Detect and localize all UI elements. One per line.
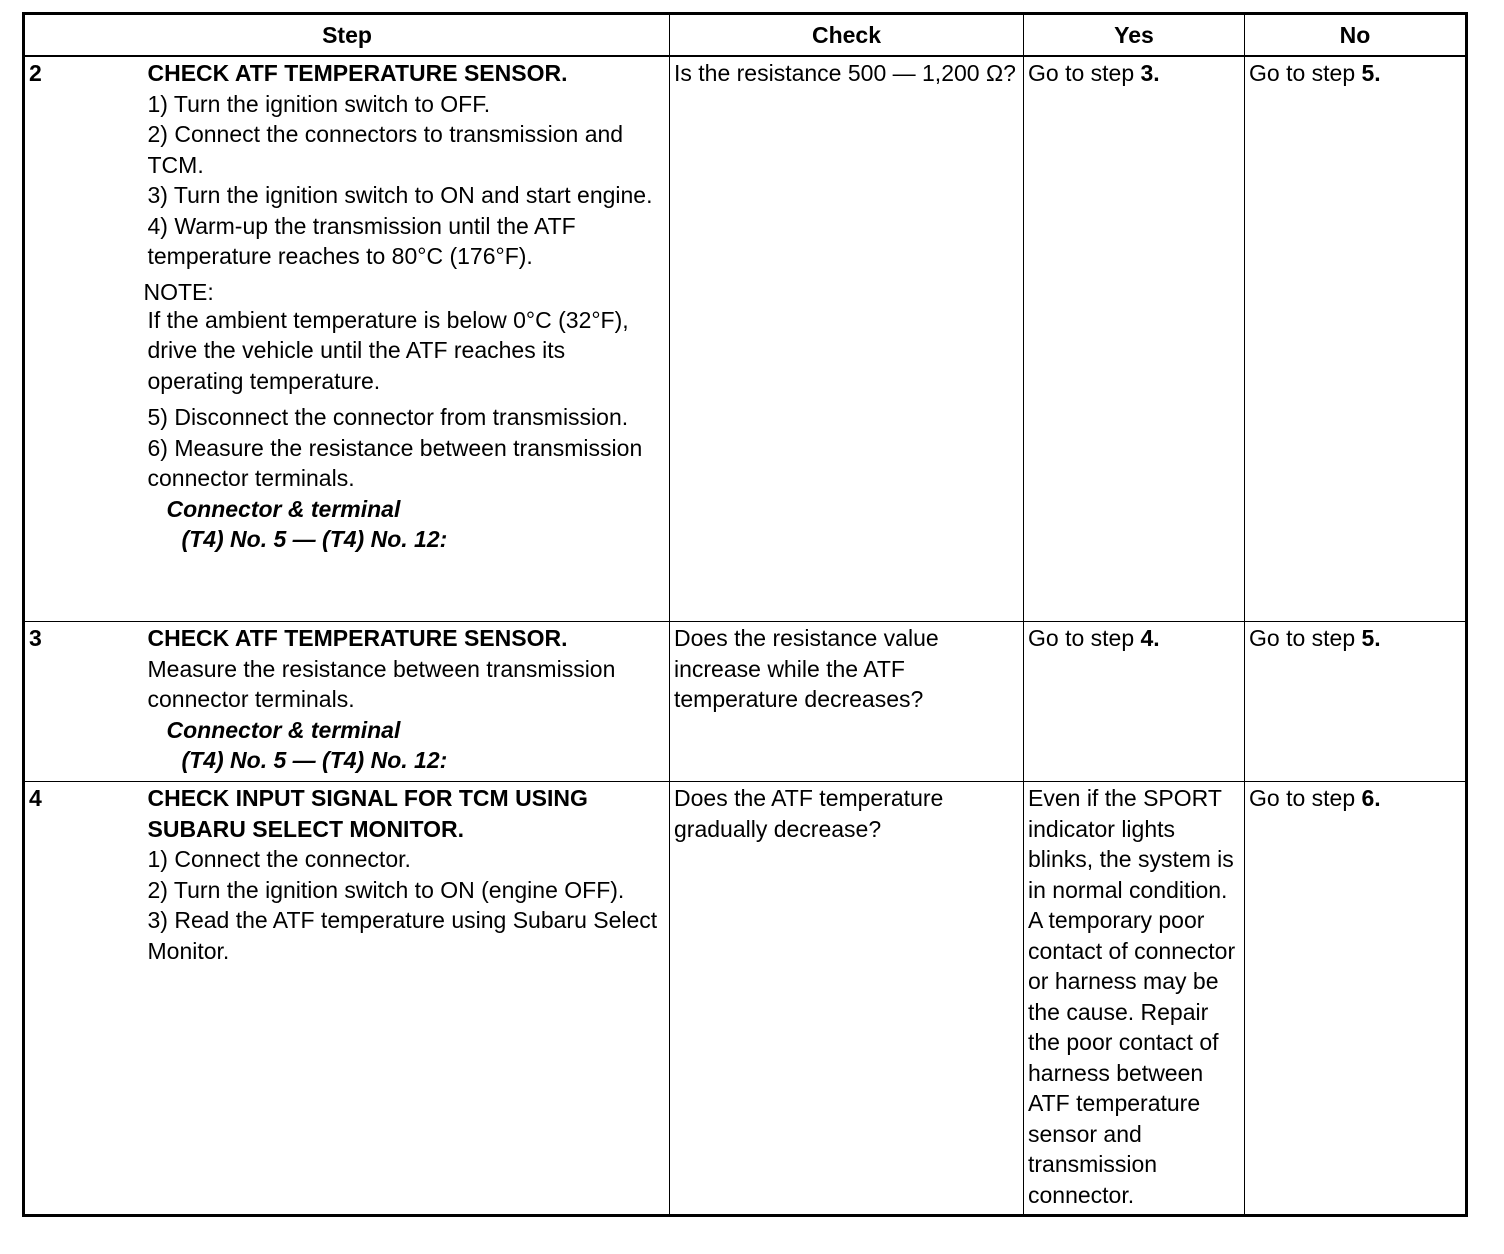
- table-row: [24, 622, 1467, 782]
- note-text: If the ambient temperature is below 0°C (32°F), drive the vehicle until the ATF reaches its operating temperature.: [147, 306, 629, 394]
- check-cell: Is the resistance 500 — 1,200 Ω?: [670, 56, 1024, 622]
- connector-label: Connector & terminal: [166, 716, 401, 743]
- step-number: 4: [24, 782, 147, 1216]
- header-yes: Yes: [1024, 14, 1245, 57]
- step-description: [147, 782, 670, 1216]
- check-cell: Does the ATF temperature gradually decrease?: [670, 782, 1024, 1216]
- connector-label: Connector & terminal: [166, 495, 401, 522]
- step-title: CHECK ATF TEMPERATURE SENSOR.: [147, 60, 568, 86]
- no-cell: [1245, 56, 1467, 622]
- yes-cell: [1024, 56, 1245, 622]
- yes-step-link: 3.: [1140, 60, 1160, 86]
- step-number: 2: [24, 56, 147, 622]
- step-item: 3) Turn the ignition switch to ON and start engine.: [147, 182, 653, 208]
- note-label: NOTE:: [143, 278, 214, 305]
- check-cell: Does the resistance value increase while the ATF temperature decreases?: [670, 622, 1024, 782]
- no-step-link: 6.: [1361, 785, 1381, 811]
- no-prefix: Go to step: [1249, 625, 1362, 651]
- table-row: [24, 782, 1467, 1216]
- step-description: [143, 56, 670, 622]
- table-row: [24, 56, 1467, 622]
- diagnostic-table: [22, 12, 1468, 1217]
- step-item: 2) Turn the ignition switch to ON (engine OFF).: [147, 876, 625, 903]
- step-title: CHECK ATF TEMPERATURE SENSOR.: [147, 625, 568, 651]
- yes-prefix: Go to step: [1028, 625, 1141, 651]
- yes-prefix: Go to step: [1028, 60, 1141, 86]
- no-cell: [1245, 622, 1467, 782]
- no-step-link: 5.: [1361, 625, 1381, 651]
- header-no: No: [1245, 14, 1467, 57]
- step-description: [147, 622, 670, 782]
- step-body: Measure the resistance between transmission connector terminals.: [147, 655, 616, 712]
- header-check: Check: [670, 14, 1024, 57]
- no-step-link: 5.: [1361, 60, 1381, 86]
- step-item: 1) Connect the connector.: [147, 846, 411, 872]
- step-number: 3: [24, 622, 147, 782]
- step-item: 3) Read the ATF temperature using Subaru Select Monitor.: [147, 907, 658, 964]
- step-title: CHECK INPUT SIGNAL FOR TCM USING SUBARU SELECT MONITOR.: [147, 785, 588, 842]
- table-header-row: [24, 14, 1467, 57]
- yes-step-link: 4.: [1140, 625, 1160, 651]
- header-step: Step: [24, 14, 670, 57]
- yes-cell: Even if the SPORT indicator lights blinks, the system is in normal condition. A temporary poor contact of connector or harness may be the cause. Repair the poor contact of harness between ATF temperature sensor and transmission connector.: [1024, 782, 1245, 1216]
- step-item: 1) Turn the ignition switch to OFF.: [147, 90, 491, 117]
- no-cell: [1245, 782, 1467, 1216]
- yes-cell: [1024, 622, 1245, 782]
- step-item: 6) Measure the resistance between transmission connector terminals.: [147, 434, 643, 491]
- step-item: 5) Disconnect the connector from transmission.: [147, 404, 629, 430]
- connector-value: (T4) No. 5 — (T4) No. 12:: [181, 526, 448, 552]
- no-prefix: Go to step: [1249, 785, 1362, 811]
- connector-value: (T4) No. 5 — (T4) No. 12:: [181, 747, 448, 773]
- no-prefix: Go to step: [1249, 60, 1362, 86]
- step-item: 4) Warm-up the transmission until the ATF temperature reaches to 80°C (176°F).: [147, 212, 576, 269]
- step-item: 2) Connect the connectors to transmission and TCM.: [147, 121, 624, 178]
